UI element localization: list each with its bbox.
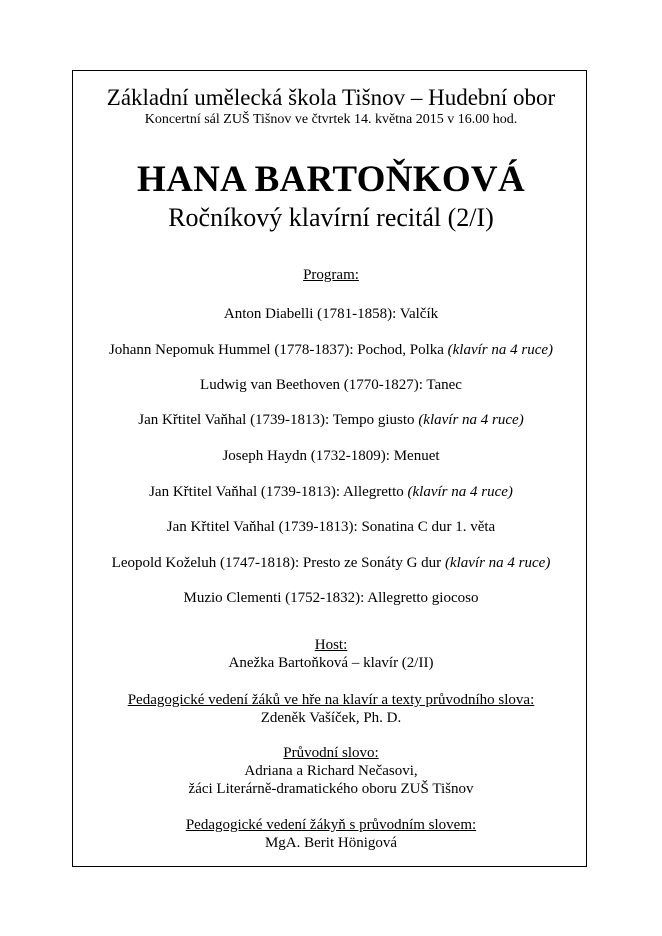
program-item-text: Joseph Haydn (1732-1809): Menuet	[222, 448, 440, 464]
performer-name: HANA BARTOŇKOVÁ	[137, 159, 525, 200]
program-heading: Program:	[303, 267, 359, 283]
program-item-text: Leopold Koželuh (1747-1818): Presto ze Sonáty G dur	[111, 555, 445, 571]
program-item-note: (klavír na 4 ruce)	[418, 412, 524, 428]
program-item	[0, 485, 662, 500]
guest-heading: Host:	[314, 637, 348, 653]
program-item	[0, 449, 662, 464]
program-item-note: (klavír na 4 ruce)	[444, 555, 551, 571]
program-item-text: Anton Diabelli (1781-1858): Valčík	[223, 306, 439, 322]
school-title: Základní umělecká škola Tišnov – Hudební obor	[106, 85, 556, 110]
pedagogy-word-name: MgA. Berit Hönigová	[264, 835, 398, 851]
program-item	[0, 556, 662, 571]
guest-text: Anežka Bartoňková – klavír (2/II)	[228, 655, 434, 671]
program-item	[0, 591, 662, 606]
program-item-note: (klavír na 4 ruce)	[447, 342, 554, 358]
accompanying-word-line1: Adriana a Richard Nečasovi,	[244, 763, 418, 779]
program-item-text: Muzio Clementi (1752-1832): Allegretto giocoso	[183, 590, 479, 606]
accompanying-word-line2: žáci Literárně-dramatického oboru ZUŠ Tišnov	[188, 781, 474, 797]
program-item-text: Jan Křtitel Vaňhal (1739-1813): Tempo giusto	[138, 412, 419, 428]
concert-info: Koncertní sál ZUŠ Tišnov ve čtvrtek 14. května 2015 v 16.00 hod.	[144, 112, 518, 127]
program-item-note: (klavír na 4 ruce)	[407, 484, 513, 500]
accompanying-word-heading: Průvodní slovo:	[283, 745, 379, 761]
pedagogy-piano-name: Zdeněk Vašíček, Ph. D.	[260, 710, 402, 726]
pedagogy-piano-heading: Pedagogické vedení žáků ve hře na klavír a texty průvodního slova:	[127, 692, 535, 708]
program-item	[0, 413, 662, 428]
pedagogy-word-heading: Pedagogické vedení žákyň s průvodním slovem:	[185, 817, 477, 833]
program-item	[0, 520, 662, 535]
program-item	[0, 378, 662, 393]
recital-subtitle: Ročníkový klavírní recitál (2/I)	[168, 203, 494, 232]
program-item	[0, 307, 662, 322]
program-item-text: Johann Nepomuk Hummel (1778-1837): Pochod, Polka	[108, 342, 448, 358]
program-item	[0, 343, 662, 358]
program-item-text: Jan Křtitel Vaňhal (1739-1813): Allegretto	[149, 484, 408, 500]
program-item-text: Ludwig van Beethoven (1770-1827): Tanec	[200, 377, 462, 393]
program-item-text: Jan Křtitel Vaňhal (1739-1813): Sonatina C dur 1. věta	[166, 519, 496, 535]
